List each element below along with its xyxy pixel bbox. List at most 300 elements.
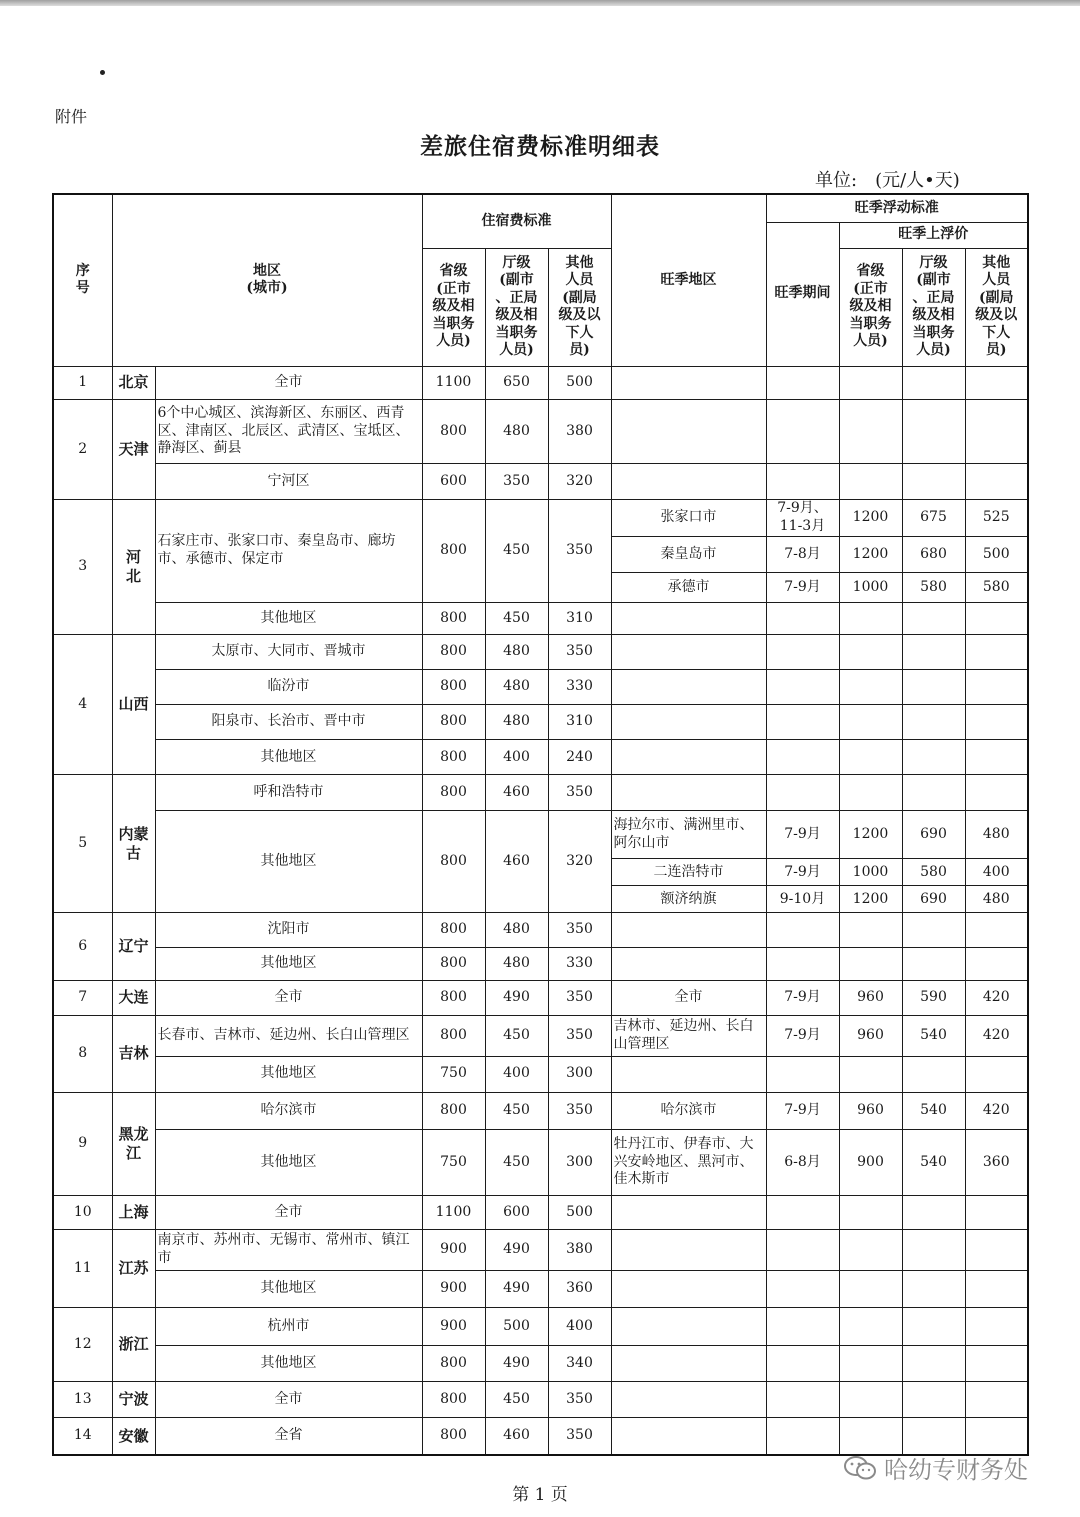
table-row xyxy=(53,670,1028,705)
col-peak-bureau: 厅级 (副市 、正局 级及相 当职务 人员) xyxy=(902,248,965,366)
peak-period: 7-9月 xyxy=(766,573,839,603)
peak-bureau-rate xyxy=(902,1382,965,1418)
peak-area xyxy=(611,1270,766,1307)
unit-label: 单位: (元/人•天) xyxy=(815,170,960,191)
peak-period xyxy=(766,603,839,635)
peak-provincial-rate: 960 xyxy=(839,1092,902,1129)
peak-bureau-rate xyxy=(902,399,965,463)
peak-period xyxy=(766,1346,839,1382)
peak-provincial-rate xyxy=(839,947,902,980)
bureau-rate: 460 xyxy=(485,1418,548,1455)
table-row xyxy=(53,399,1028,463)
other-rate: 500 xyxy=(548,366,611,399)
peak-period xyxy=(766,635,839,670)
col-provincial: 省级 (正市 级及相 当职务 人员) xyxy=(422,248,485,366)
other-rate: 330 xyxy=(548,670,611,705)
attachment-label: 附件 xyxy=(55,107,88,126)
peak-bureau-rate: 690 xyxy=(902,811,965,859)
province-name: 江苏 xyxy=(112,1229,155,1307)
province-name: 浙江 xyxy=(112,1308,155,1382)
peak-provincial-rate xyxy=(839,1346,902,1382)
provincial-rate: 800 xyxy=(422,775,485,811)
peak-period xyxy=(766,366,839,399)
other-rate: 350 xyxy=(548,1092,611,1129)
peak-area xyxy=(611,705,766,740)
other-rate: 350 xyxy=(548,499,611,602)
row-seq: 12 xyxy=(53,1308,112,1382)
peak-provincial-rate xyxy=(839,463,902,499)
peak-provincial-rate xyxy=(839,1382,902,1418)
row-seq: 11 xyxy=(53,1229,112,1307)
peak-period: 7-9月 xyxy=(766,980,839,1015)
region-area: 其他地区 xyxy=(155,1056,422,1092)
peak-area xyxy=(611,1418,766,1455)
peak-area: 牡丹江市、伊春市、大兴安岭地区、黑河市、佳木斯市 xyxy=(611,1129,766,1195)
row-seq: 9 xyxy=(53,1092,112,1195)
province-name: 吉林 xyxy=(112,1015,155,1092)
table-row xyxy=(53,811,1028,859)
bureau-rate: 490 xyxy=(485,980,548,1015)
peak-bureau-rate xyxy=(902,670,965,705)
table-row xyxy=(53,1308,1028,1346)
peak-area xyxy=(611,463,766,499)
peak-bureau-rate xyxy=(902,603,965,635)
province-name: 北京 xyxy=(112,366,155,399)
table-row xyxy=(53,1195,1028,1229)
col-other: 其他 人员 (副局 级及以 下人 员) xyxy=(548,248,611,366)
peak-provincial-rate xyxy=(839,1270,902,1307)
peak-provincial-rate xyxy=(839,1308,902,1346)
peak-area: 全市 xyxy=(611,980,766,1015)
table-row xyxy=(53,775,1028,811)
peak-provincial-rate: 1200 xyxy=(839,886,902,913)
row-seq: 14 xyxy=(53,1418,112,1455)
peak-other-rate xyxy=(965,463,1028,499)
page-number: 第 1 页 xyxy=(512,1485,568,1505)
provincial-rate: 800 xyxy=(422,670,485,705)
region-area: 南京市、苏州市、无锡市、常州市、镇江市 xyxy=(155,1229,422,1270)
peak-period: 7-9月 xyxy=(766,1092,839,1129)
peak-period xyxy=(766,947,839,980)
peak-other-rate xyxy=(965,1382,1028,1418)
region-area: 其他地区 xyxy=(155,1270,422,1307)
peak-provincial-rate xyxy=(839,603,902,635)
peak-area xyxy=(611,366,766,399)
peak-bureau-rate: 675 xyxy=(902,499,965,536)
province-name: 内蒙 古 xyxy=(112,775,155,913)
other-rate: 300 xyxy=(548,1129,611,1195)
peak-bureau-rate xyxy=(902,635,965,670)
other-rate: 310 xyxy=(548,705,611,740)
peak-other-rate: 360 xyxy=(965,1129,1028,1195)
peak-period xyxy=(766,705,839,740)
province-name: 天津 xyxy=(112,399,155,499)
peak-provincial-rate xyxy=(839,1056,902,1092)
region-area: 哈尔滨市 xyxy=(155,1092,422,1129)
page-title: 差旅住宿费标准明细表 xyxy=(420,133,660,160)
province-name: 宁波 xyxy=(112,1382,155,1418)
watermark-text: 哈幼专财务处 xyxy=(884,1456,1028,1484)
provincial-rate: 800 xyxy=(422,499,485,602)
table-row xyxy=(53,499,1028,536)
peak-bureau-rate: 540 xyxy=(902,1092,965,1129)
table-row xyxy=(53,1015,1028,1056)
row-seq: 10 xyxy=(53,1195,112,1229)
bureau-rate: 400 xyxy=(485,1056,548,1092)
region-area: 其他地区 xyxy=(155,1129,422,1195)
provincial-rate: 800 xyxy=(422,1092,485,1129)
region-area: 6个中心城区、滨海新区、东丽区、西青区、津南区、北辰区、武清区、宝坻区、静海区、蓟县 xyxy=(155,399,422,463)
region-area: 呼和浩特市 xyxy=(155,775,422,811)
peak-area: 吉林市、延边州、长白山管理区 xyxy=(611,1015,766,1056)
peak-period xyxy=(766,670,839,705)
peak-bureau-rate xyxy=(902,1056,965,1092)
lodging-standards-table xyxy=(52,193,1029,1456)
provincial-rate: 800 xyxy=(422,740,485,775)
wechat-icon xyxy=(842,1453,878,1483)
table-row xyxy=(53,705,1028,740)
table-row xyxy=(53,463,1028,499)
region-area: 全市 xyxy=(155,980,422,1015)
peak-provincial-rate xyxy=(839,670,902,705)
province-name: 上海 xyxy=(112,1195,155,1229)
peak-provincial-rate xyxy=(839,635,902,670)
peak-other-rate xyxy=(965,1229,1028,1270)
peak-period: 7-9月、11-3月 xyxy=(766,499,839,536)
province-name: 大连 xyxy=(112,980,155,1015)
table-row xyxy=(53,1382,1028,1418)
region-area: 其他地区 xyxy=(155,811,422,913)
bureau-rate: 480 xyxy=(485,947,548,980)
peak-other-rate xyxy=(965,1308,1028,1346)
peak-provincial-rate xyxy=(839,913,902,947)
region-area: 临汾市 xyxy=(155,670,422,705)
peak-other-rate xyxy=(965,775,1028,811)
peak-area xyxy=(611,740,766,775)
peak-other-rate xyxy=(965,740,1028,775)
col-peak-other: 其他 人员 (副局 级及以 下人 员) xyxy=(965,248,1028,366)
provincial-rate: 600 xyxy=(422,463,485,499)
table-row xyxy=(53,603,1028,635)
peak-area: 额济纳旗 xyxy=(611,886,766,913)
peak-period: 7-8月 xyxy=(766,536,839,572)
peak-other-rate: 420 xyxy=(965,1015,1028,1056)
other-rate: 340 xyxy=(548,1346,611,1382)
peak-other-rate xyxy=(965,635,1028,670)
peak-other-rate xyxy=(965,1270,1028,1307)
provincial-rate: 800 xyxy=(422,603,485,635)
other-rate: 300 xyxy=(548,1056,611,1092)
provincial-rate: 800 xyxy=(422,1346,485,1382)
row-seq: 3 xyxy=(53,499,112,634)
peak-period xyxy=(766,775,839,811)
provincial-rate: 1100 xyxy=(422,1195,485,1229)
peak-area: 哈尔滨市 xyxy=(611,1092,766,1129)
peak-period xyxy=(766,463,839,499)
region-area: 其他地区 xyxy=(155,603,422,635)
table-row xyxy=(53,980,1028,1015)
peak-bureau-rate: 680 xyxy=(902,536,965,572)
peak-bureau-rate xyxy=(902,913,965,947)
peak-area xyxy=(611,1056,766,1092)
other-rate: 350 xyxy=(548,775,611,811)
col-bureau: 厅级 (副市 、正局 级及相 当职务 人员) xyxy=(485,248,548,366)
bureau-rate: 400 xyxy=(485,740,548,775)
peak-area xyxy=(611,947,766,980)
region-area: 全市 xyxy=(155,1382,422,1418)
peak-area: 秦皇岛市 xyxy=(611,536,766,572)
peak-provincial-rate: 900 xyxy=(839,1129,902,1195)
peak-area xyxy=(611,635,766,670)
bureau-rate: 480 xyxy=(485,399,548,463)
peak-other-rate xyxy=(965,913,1028,947)
table-row xyxy=(53,1129,1028,1195)
peak-provincial-rate xyxy=(839,740,902,775)
peak-provincial-rate xyxy=(839,399,902,463)
bureau-rate: 450 xyxy=(485,499,548,602)
peak-bureau-rate xyxy=(902,947,965,980)
table-row xyxy=(53,1056,1028,1092)
provincial-rate: 800 xyxy=(422,980,485,1015)
row-seq: 7 xyxy=(53,980,112,1015)
peak-other-rate xyxy=(965,947,1028,980)
bureau-rate: 450 xyxy=(485,1382,548,1418)
bureau-rate: 480 xyxy=(485,670,548,705)
peak-other-rate: 480 xyxy=(965,886,1028,913)
peak-bureau-rate xyxy=(902,463,965,499)
region-area: 其他地区 xyxy=(155,740,422,775)
row-seq: 13 xyxy=(53,1382,112,1418)
col-seq: 序 号 xyxy=(53,194,112,366)
provincial-rate: 800 xyxy=(422,947,485,980)
bureau-rate: 600 xyxy=(485,1195,548,1229)
bureau-rate: 490 xyxy=(485,1229,548,1270)
table-row xyxy=(53,1270,1028,1307)
row-seq: 1 xyxy=(53,366,112,399)
other-rate: 400 xyxy=(548,1308,611,1346)
provincial-rate: 800 xyxy=(422,1015,485,1056)
other-rate: 350 xyxy=(548,980,611,1015)
bureau-rate: 490 xyxy=(485,1270,548,1307)
peak-period xyxy=(766,399,839,463)
provincial-rate: 800 xyxy=(422,635,485,670)
row-seq: 6 xyxy=(53,913,112,980)
other-rate: 500 xyxy=(548,1195,611,1229)
bureau-rate: 450 xyxy=(485,1015,548,1056)
provincial-rate: 800 xyxy=(422,811,485,913)
peak-period: 7-9月 xyxy=(766,859,839,886)
peak-other-rate xyxy=(965,366,1028,399)
peak-period: 7-9月 xyxy=(766,1015,839,1056)
other-rate: 350 xyxy=(548,1382,611,1418)
region-area: 沈阳市 xyxy=(155,913,422,947)
peak-period xyxy=(766,1270,839,1307)
region-area: 其他地区 xyxy=(155,947,422,980)
bureau-rate: 450 xyxy=(485,1129,548,1195)
peak-period: 9-10月 xyxy=(766,886,839,913)
provincial-rate: 800 xyxy=(422,705,485,740)
region-area: 太原市、大同市、晋城市 xyxy=(155,635,422,670)
peak-area xyxy=(611,1382,766,1418)
peak-provincial-rate: 1200 xyxy=(839,499,902,536)
peak-area xyxy=(611,1195,766,1229)
peak-area xyxy=(611,670,766,705)
peak-other-rate: 420 xyxy=(965,1092,1028,1129)
peak-provincial-rate xyxy=(839,1195,902,1229)
peak-area: 承德市 xyxy=(611,573,766,603)
peak-bureau-rate: 590 xyxy=(902,980,965,1015)
peak-area xyxy=(611,1346,766,1382)
peak-area xyxy=(611,399,766,463)
peak-bureau-rate: 540 xyxy=(902,1015,965,1056)
col-lodging-standard: 住宿费标准 xyxy=(422,194,611,248)
peak-period xyxy=(766,1308,839,1346)
peak-provincial-rate: 960 xyxy=(839,1015,902,1056)
peak-bureau-rate xyxy=(902,1229,965,1270)
provincial-rate: 900 xyxy=(422,1229,485,1270)
table-row xyxy=(53,1346,1028,1382)
col-peak-raise: 旺季上浮价 xyxy=(839,222,1028,248)
peak-provincial-rate: 1000 xyxy=(839,573,902,603)
peak-area xyxy=(611,603,766,635)
region-area: 全市 xyxy=(155,1195,422,1229)
scan-top-edge xyxy=(0,0,1080,6)
region-area: 其他地区 xyxy=(155,1346,422,1382)
provincial-rate: 900 xyxy=(422,1270,485,1307)
peak-period xyxy=(766,913,839,947)
peak-bureau-rate: 580 xyxy=(902,573,965,603)
peak-other-rate xyxy=(965,1056,1028,1092)
peak-bureau-rate xyxy=(902,1308,965,1346)
province-name: 河 北 xyxy=(112,499,155,634)
other-rate: 360 xyxy=(548,1270,611,1307)
col-peak-provincial: 省级 (正市 级及相 当职务 人员) xyxy=(839,248,902,366)
peak-bureau-rate xyxy=(902,740,965,775)
region-area: 石家庄市、张家口市、秦皇岛市、廊坊市、承德市、保定市 xyxy=(155,499,422,602)
region-area: 长春市、吉林市、延边州、长白山管理区 xyxy=(155,1015,422,1056)
other-rate: 380 xyxy=(548,1229,611,1270)
provincial-rate: 800 xyxy=(422,913,485,947)
region-area: 杭州市 xyxy=(155,1308,422,1346)
province-name: 安徽 xyxy=(112,1418,155,1455)
provincial-rate: 800 xyxy=(422,1382,485,1418)
col-peak-float: 旺季浮动标准 xyxy=(766,194,1028,222)
peak-area xyxy=(611,913,766,947)
other-rate: 240 xyxy=(548,740,611,775)
bureau-rate: 460 xyxy=(485,811,548,913)
peak-bureau-rate xyxy=(902,1346,965,1382)
peak-bureau-rate xyxy=(902,1195,965,1229)
peak-other-rate: 500 xyxy=(965,536,1028,572)
other-rate: 350 xyxy=(548,1015,611,1056)
col-peak-period: 旺季期间 xyxy=(766,222,839,366)
bureau-rate: 480 xyxy=(485,635,548,670)
peak-period xyxy=(766,1056,839,1092)
col-peak-area: 旺季地区 xyxy=(611,194,766,366)
peak-other-rate: 480 xyxy=(965,811,1028,859)
peak-other-rate xyxy=(965,670,1028,705)
peak-other-rate: 400 xyxy=(965,859,1028,886)
peak-area xyxy=(611,775,766,811)
region-area: 全省 xyxy=(155,1418,422,1455)
peak-period xyxy=(766,740,839,775)
peak-period xyxy=(766,1195,839,1229)
peak-period xyxy=(766,1229,839,1270)
table-row xyxy=(53,1229,1028,1270)
province-name: 山西 xyxy=(112,635,155,775)
col-region: 地区 (城市) xyxy=(112,194,422,366)
bureau-rate: 450 xyxy=(485,603,548,635)
peak-other-rate xyxy=(965,603,1028,635)
table-row xyxy=(53,947,1028,980)
peak-other-rate xyxy=(965,705,1028,740)
peak-area: 二连浩特市 xyxy=(611,859,766,886)
provincial-rate: 800 xyxy=(422,1418,485,1455)
peak-bureau-rate: 690 xyxy=(902,886,965,913)
row-seq: 5 xyxy=(53,775,112,913)
peak-other-rate xyxy=(965,399,1028,463)
peak-provincial-rate: 1000 xyxy=(839,859,902,886)
peak-period: 6-8月 xyxy=(766,1129,839,1195)
row-seq: 4 xyxy=(53,635,112,775)
peak-area xyxy=(611,1229,766,1270)
table-row xyxy=(53,635,1028,670)
region-area: 全市 xyxy=(155,366,422,399)
region-area: 宁河区 xyxy=(155,463,422,499)
peak-provincial-rate xyxy=(839,1229,902,1270)
peak-area: 张家口市 xyxy=(611,499,766,536)
other-rate: 320 xyxy=(548,463,611,499)
peak-other-rate: 580 xyxy=(965,573,1028,603)
scan-speck xyxy=(100,70,105,75)
peak-provincial-rate: 1200 xyxy=(839,811,902,859)
provincial-rate: 750 xyxy=(422,1129,485,1195)
bureau-rate: 490 xyxy=(485,1346,548,1382)
bureau-rate: 460 xyxy=(485,775,548,811)
other-rate: 310 xyxy=(548,603,611,635)
peak-period xyxy=(766,1382,839,1418)
bureau-rate: 350 xyxy=(485,463,548,499)
peak-period: 7-9月 xyxy=(766,811,839,859)
bureau-rate: 450 xyxy=(485,1092,548,1129)
peak-other-rate xyxy=(965,1346,1028,1382)
provincial-rate: 800 xyxy=(422,399,485,463)
peak-bureau-rate xyxy=(902,1270,965,1307)
other-rate: 330 xyxy=(548,947,611,980)
row-seq: 2 xyxy=(53,399,112,499)
other-rate: 380 xyxy=(548,399,611,463)
peak-area: 海拉尔市、满洲里市、阿尔山市 xyxy=(611,811,766,859)
peak-bureau-rate xyxy=(902,705,965,740)
table-row xyxy=(53,740,1028,775)
peak-other-rate: 525 xyxy=(965,499,1028,536)
province-name: 黑龙 江 xyxy=(112,1092,155,1195)
bureau-rate: 480 xyxy=(485,705,548,740)
provincial-rate: 750 xyxy=(422,1056,485,1092)
provincial-rate: 900 xyxy=(422,1308,485,1346)
other-rate: 350 xyxy=(548,635,611,670)
region-area: 阳泉市、长治市、晋中市 xyxy=(155,705,422,740)
peak-provincial-rate: 1200 xyxy=(839,536,902,572)
other-rate: 350 xyxy=(548,1418,611,1455)
peak-bureau-rate: 580 xyxy=(902,859,965,886)
provincial-rate: 1100 xyxy=(422,366,485,399)
peak-bureau-rate xyxy=(902,366,965,399)
other-rate: 320 xyxy=(548,811,611,913)
other-rate: 350 xyxy=(548,913,611,947)
peak-other-rate xyxy=(965,1195,1028,1229)
peak-bureau-rate xyxy=(902,775,965,811)
